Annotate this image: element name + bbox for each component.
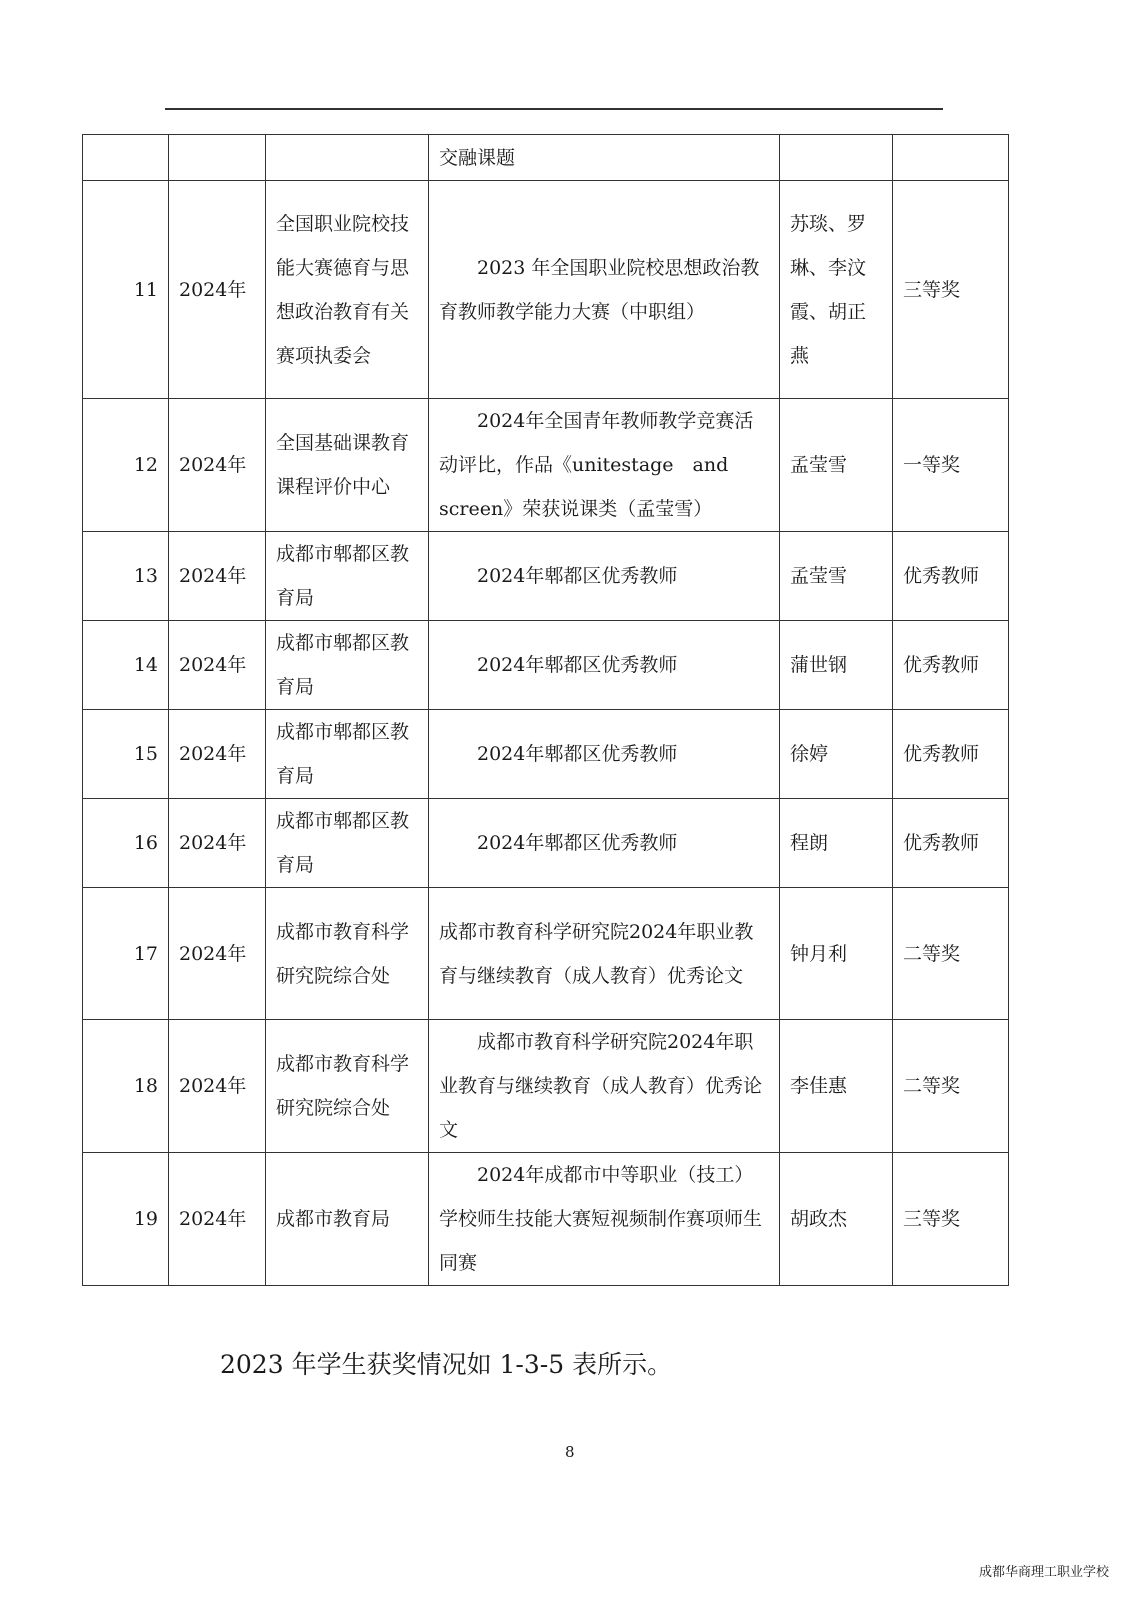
table-row (83, 799, 1009, 888)
cell-name: 孟莹雪 (780, 532, 893, 621)
cell-name: 徐婷 (780, 710, 893, 799)
cell-name: 胡政杰 (780, 1153, 893, 1286)
cell-title: 成都市教育科学研究院2024年职业教育与继续教育（成人教育）优秀论文 (429, 888, 780, 1020)
cell-name: 苏琰、罗琳、李汶霞、胡正燕 (780, 181, 893, 399)
cell-award: 优秀教师 (893, 621, 1009, 710)
cell-award: 二等奖 (893, 1020, 1009, 1153)
cell-year: 2024年 (169, 888, 266, 1020)
cell-award: 优秀教师 (893, 799, 1009, 888)
cell-year: 2024年 (169, 799, 266, 888)
cell-year: 2024年 (169, 1020, 266, 1153)
cell-title: 2024年郫都区优秀教师 (429, 799, 780, 888)
cell-name: 程朗 (780, 799, 893, 888)
cell-org: 全国职业院校技能大赛德育与思想政治教育有关赛项执委会 (266, 181, 429, 399)
cell-org: 成都市教育科学研究院综合处 (266, 888, 429, 1020)
cell-no: 15 (83, 710, 169, 799)
cell-year: 2024年 (169, 399, 266, 532)
table-row (83, 710, 1009, 799)
awards-table (82, 134, 1009, 1286)
body-paragraph: 2023 年学生获奖情况如 1-3-5 表所示。 (220, 1350, 673, 1379)
cell-no: 18 (83, 1020, 169, 1153)
cell-name: 蒲世钢 (780, 621, 893, 710)
cell-name (780, 135, 893, 181)
cell-year: 2024年 (169, 181, 266, 399)
cell-award: 二等奖 (893, 888, 1009, 1020)
cell-org: 成都市教育局 (266, 1153, 429, 1286)
cell-org (266, 135, 429, 181)
cell-award: 一等奖 (893, 399, 1009, 532)
cell-award: 三等奖 (893, 181, 1009, 399)
cell-no: 11 (83, 181, 169, 399)
cell-name: 孟莹雪 (780, 399, 893, 532)
cell-year: 2024年 (169, 621, 266, 710)
cell-award: 优秀教师 (893, 532, 1009, 621)
cell-org: 成都市郫都区教育局 (266, 710, 429, 799)
cell-no: 13 (83, 532, 169, 621)
cell-title: 2024年成都市中等职业（技工）学校师生技能大赛短视频制作赛项师生同赛 (429, 1153, 780, 1286)
cell-no: 12 (83, 399, 169, 532)
cell-award: 优秀教师 (893, 710, 1009, 799)
table-row (83, 888, 1009, 1020)
cell-org: 成都市郫都区教育局 (266, 621, 429, 710)
cell-org: 成都市郫都区教育局 (266, 532, 429, 621)
page-number: 8 (565, 1443, 575, 1461)
cell-name: 李佳惠 (780, 1020, 893, 1153)
cell-org: 成都市教育科学研究院综合处 (266, 1020, 429, 1153)
cell-org: 全国基础课教育课程评价中心 (266, 399, 429, 532)
cell-no: 16 (83, 799, 169, 888)
header-rule (165, 108, 943, 110)
cell-title: 2024年郫都区优秀教师 (429, 532, 780, 621)
footer-school-name: 成都华商理工职业学校 (978, 1565, 1109, 1580)
cell-title: 2024年郫都区优秀教师 (429, 621, 780, 710)
table-row (83, 181, 1009, 399)
cell-title: 2023 年全国职业院校思想政治教育教师教学能力大赛（中职组） (429, 181, 780, 399)
table-row (83, 135, 1009, 181)
cell-title: 成都市教育科学研究院2024年职业教育与继续教育（成人教育）优秀论文 (429, 1020, 780, 1153)
cell-no (83, 135, 169, 181)
cell-title: 2024年全国青年教师教学竞赛活动评比，作品《unitestage and screen》荣获说课类（孟莹雪） (429, 399, 780, 532)
table-row (83, 532, 1009, 621)
table-row (83, 399, 1009, 532)
table-row (83, 1153, 1009, 1286)
cell-year: 2024年 (169, 532, 266, 621)
cell-title: 2024年郫都区优秀教师 (429, 710, 780, 799)
cell-year: 2024年 (169, 710, 266, 799)
table-row (83, 621, 1009, 710)
cell-org: 成都市郫都区教育局 (266, 799, 429, 888)
cell-name: 钟月利 (780, 888, 893, 1020)
cell-no: 14 (83, 621, 169, 710)
cell-award (893, 135, 1009, 181)
cell-title: 交融课题 (429, 135, 780, 181)
table-row (83, 1020, 1009, 1153)
cell-no: 17 (83, 888, 169, 1020)
cell-year (169, 135, 266, 181)
cell-year: 2024年 (169, 1153, 266, 1286)
cell-award: 三等奖 (893, 1153, 1009, 1286)
cell-no: 19 (83, 1153, 169, 1286)
